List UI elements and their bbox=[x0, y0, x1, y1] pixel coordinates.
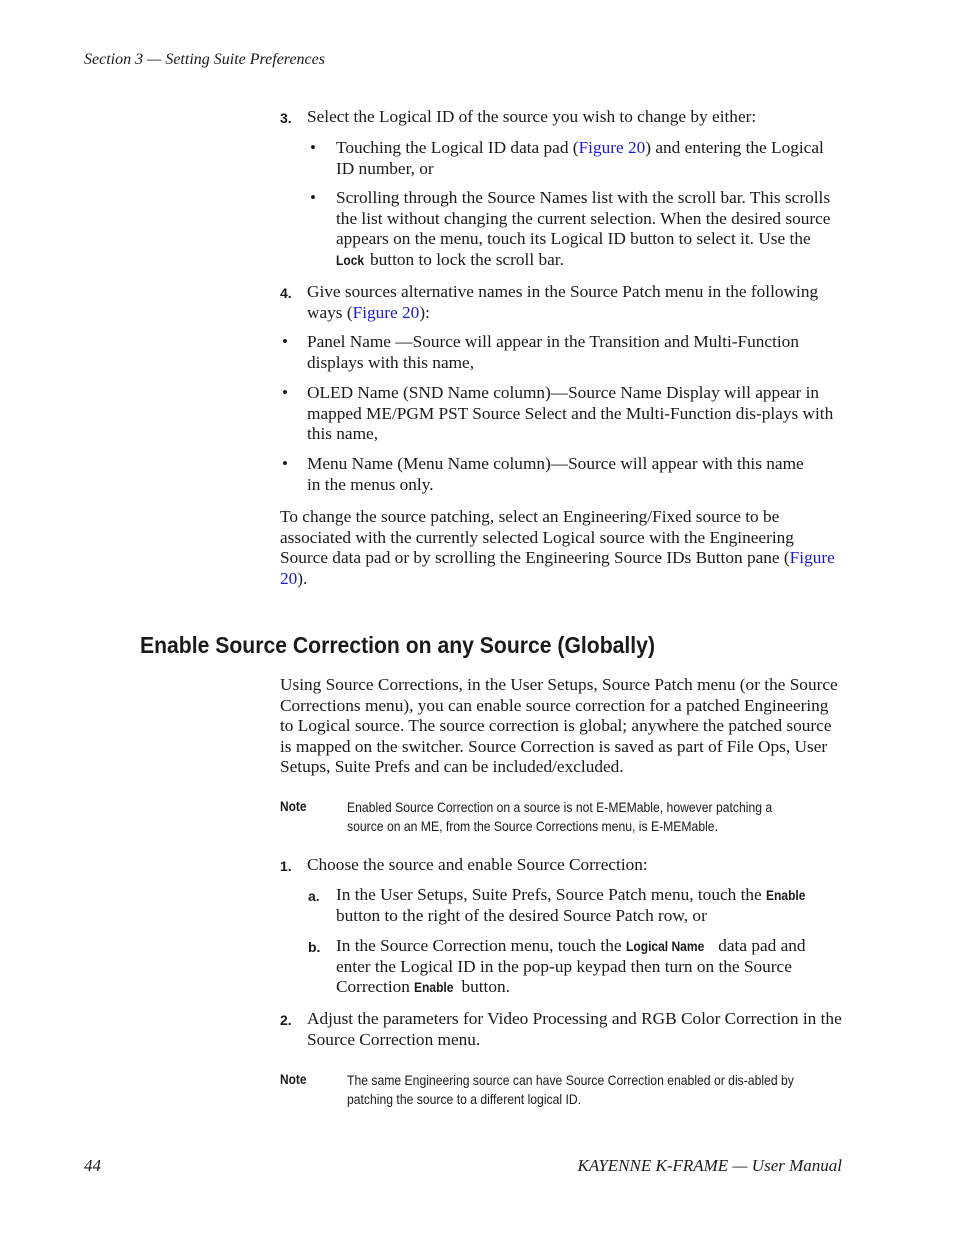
running-header: Section 3 — Setting Suite Preferences bbox=[84, 51, 325, 68]
step-4-number: 4. bbox=[280, 285, 292, 301]
enable-button-label: Enable bbox=[414, 979, 454, 995]
step-3-bullet-2: Scrolling through the Source Names list with the scroll bar. This scrolls the list without changing the current selection. When the desired source appears on the menu, touch its Logical ID button to select it. Use the Lock button to lock the scroll bar. bbox=[336, 188, 831, 269]
note-label: Note bbox=[280, 798, 307, 814]
note-text: Enabled Source Correction on a source is not E-MEMable, however patching a source on an ME, from the Source Corrections menu, is E-MEMable. bbox=[347, 799, 773, 834]
substep-a-text: In the User Setups, Suite Prefs, Source Patch menu, touch the Enable button to the right of the desired Source Patch row, or bbox=[336, 885, 806, 925]
manual-title: KAYENNE K-FRAME — User Manual bbox=[577, 1156, 842, 1175]
step-1-number: 1. bbox=[280, 858, 292, 874]
substep-a-label: a. bbox=[308, 888, 320, 904]
lock-button-label: Lock bbox=[336, 251, 365, 268]
step-2-text: Adjust the parameters for Video Processing and RGB Color Correction in the Source Correction menu. bbox=[307, 1009, 842, 1049]
bullet-icon: • bbox=[310, 188, 316, 207]
logical-name-pad-label: Logical Name bbox=[625, 938, 705, 954]
figure-20-link[interactable]: Figure 20 bbox=[352, 302, 420, 322]
bullet-icon: • bbox=[282, 332, 288, 351]
bullet-icon: • bbox=[282, 454, 288, 473]
substep-b-text: In the Source Correction menu, touch the Logical Name data pad and enter the Logical ID in the pop-up keypad then turn on the Source Correction Enable button. bbox=[336, 936, 806, 996]
substep-b-label: b. bbox=[308, 939, 321, 955]
note-text: The same Engineering source can have Source Correction enabled or dis-abled by patching the source to a different logical ID. bbox=[347, 1072, 794, 1107]
step-3-text: Select the Logical ID of the source you wish to change by either: bbox=[307, 107, 757, 126]
step-3-bullet-1: Touching the Logical ID data pad (Figure 20) and entering the Logical ID number, or bbox=[336, 138, 824, 178]
step-4-bullet-menu-name: Menu Name (Menu Name column)—Source will appear with this name in the menus only. bbox=[307, 454, 804, 494]
note-label: Note bbox=[280, 1071, 307, 1087]
enable-button-label: Enable bbox=[766, 887, 806, 903]
step-4-bullet-oled-name: OLED Name (SND Name column)—Source Name Display will appear in mapped ME/PGM PST Source Select and the Multi-Function dis-plays with this name, bbox=[307, 383, 834, 443]
page-number: 44 bbox=[84, 1156, 101, 1175]
intro-paragraph: Using Source Corrections, in the User Setups, Source Patch menu (or the Source Corrections menu), you can enable source correction for a patched Engineering to Logical source. The source correction is global; anywhere the patched source is mapped on the switcher. Source Correction is saved as part of File Ops, User Setups, Suite Prefs and can be included/excluded. bbox=[280, 675, 838, 776]
figure-20-link[interactable]: Figure 20 bbox=[280, 548, 835, 588]
step-4-text: Give sources alternative names in the Source Patch menu in the following ways (Figure 20): bbox=[307, 282, 819, 322]
step-1-text: Choose the source and enable Source Correction: bbox=[307, 855, 648, 874]
step-4-bullet-panel-name: Panel Name —Source will appear in the Transition and Multi-Function displays with this name, bbox=[307, 332, 799, 372]
patching-paragraph: To change the source patching, select an Engineering/Fixed source to be associated with the currently selected Logical source with the Engineering Source data pad or by scrolling the Engineering Source IDs Button pane (Figure 20). bbox=[280, 507, 835, 588]
figure-20-link[interactable]: Figure 20 bbox=[578, 138, 646, 157]
step-3-number: 3. bbox=[280, 110, 292, 126]
bullet-icon: • bbox=[310, 138, 316, 157]
step-2-number: 2. bbox=[280, 1012, 292, 1028]
bullet-icon: • bbox=[282, 383, 288, 402]
section-heading: Enable Source Correction on any Source (Globally) bbox=[140, 632, 656, 658]
